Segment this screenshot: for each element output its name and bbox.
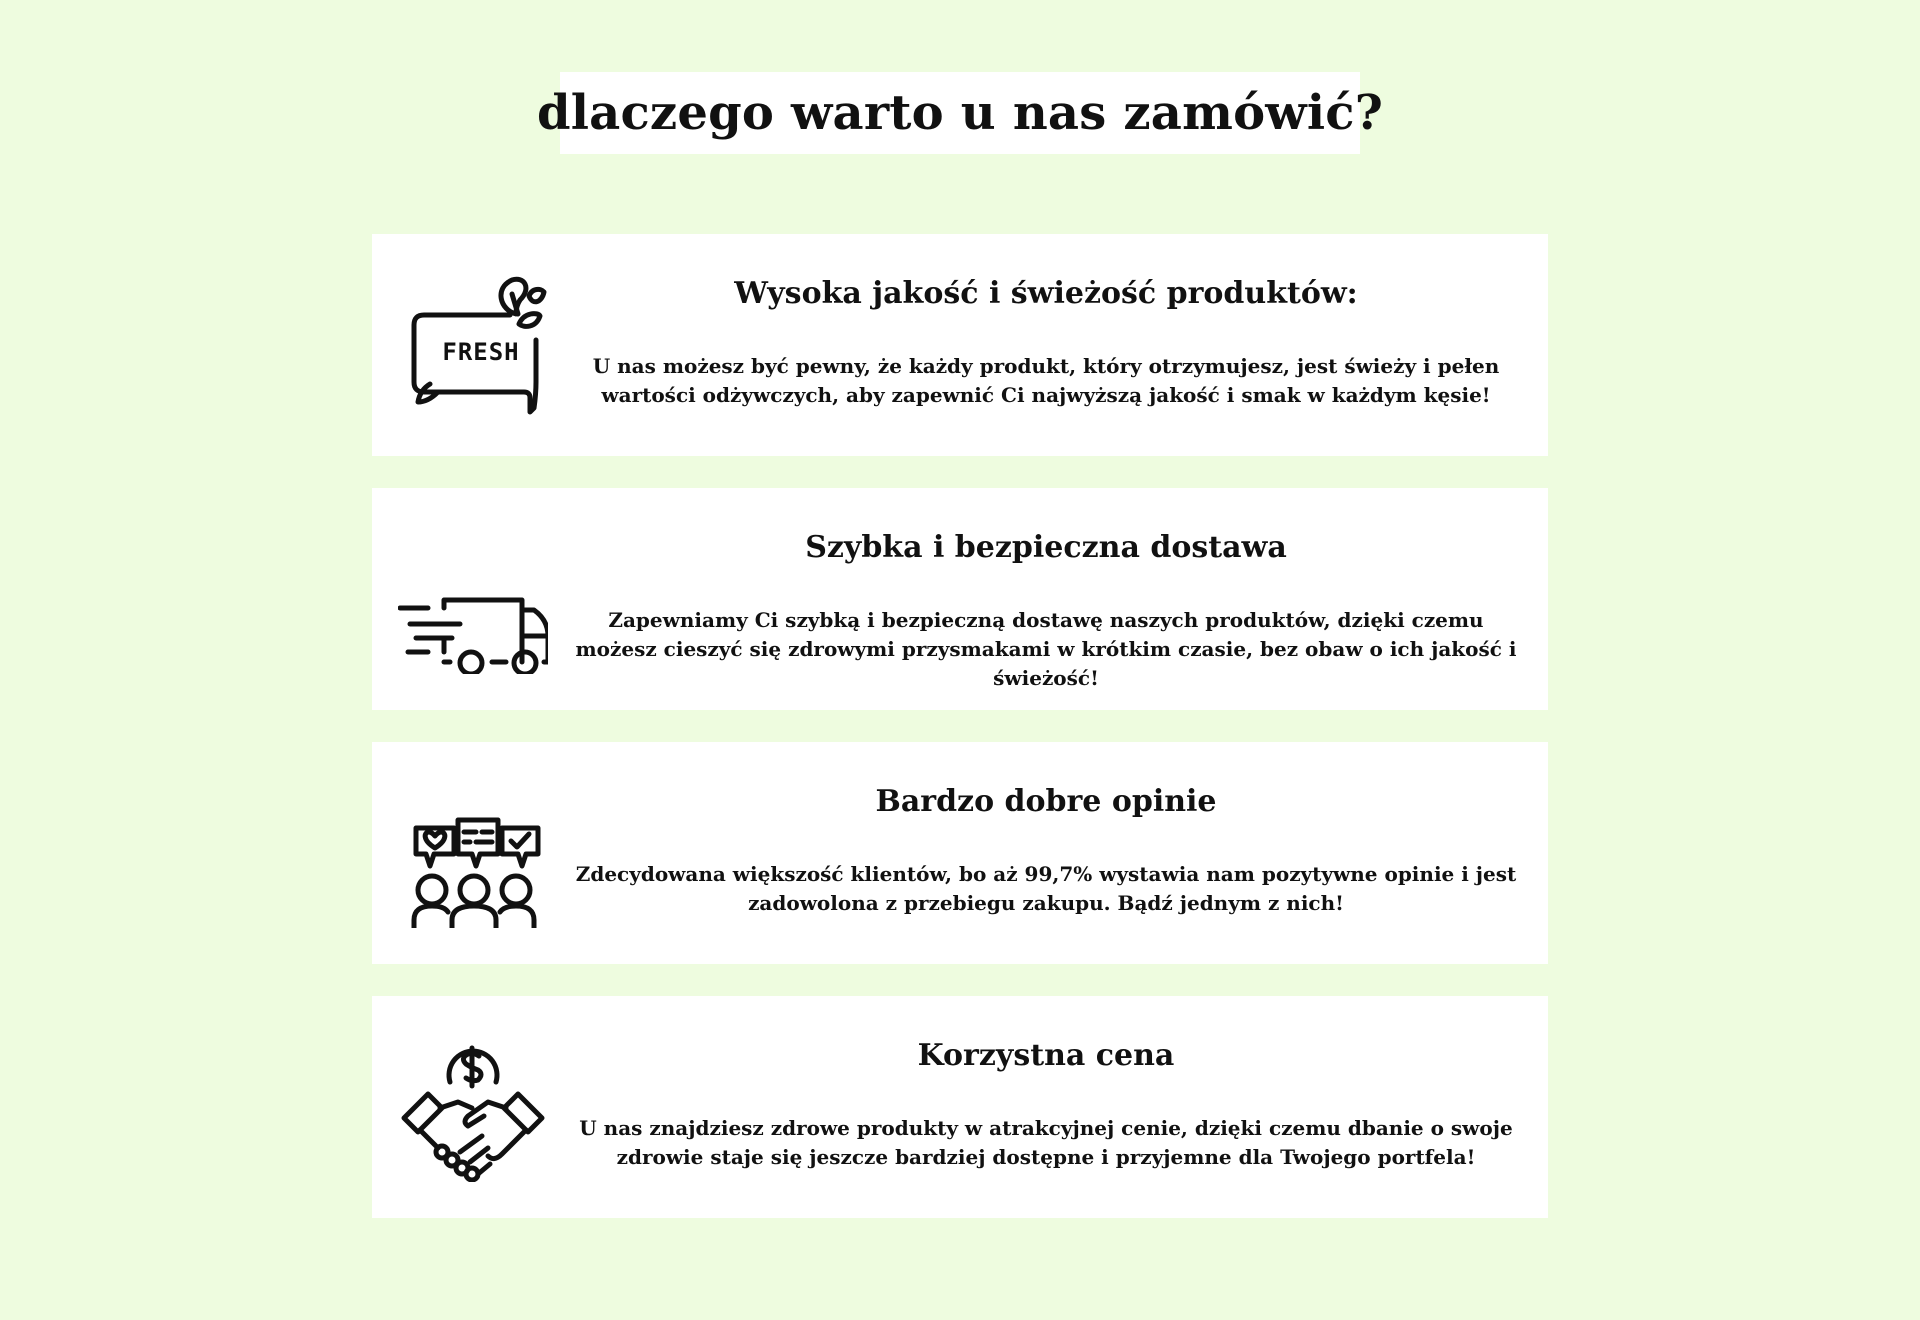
feature-card-reviews bbox=[372, 742, 1548, 964]
fresh-icon bbox=[398, 270, 548, 420]
feature-text: U nas znajdziesz zdrowe produkty w atrakcyjnej cenie, dzięki czemu dbanie o swoje zdrowie staje się jeszcze bardziej dostępne i przyjemne dla Twojego portfela! bbox=[579, 1116, 1513, 1169]
feature-heading: Korzystna cena bbox=[917, 1038, 1175, 1073]
page-title-box bbox=[536, 72, 1384, 154]
feature-card-price bbox=[372, 996, 1548, 1218]
feature-heading: Wysoka jakość i świeżość produktów: bbox=[734, 276, 1358, 311]
feature-text: Zdecydowana większość klientów, bo aż 99,7% wystawia nam pozytywne opinie i jest zadowolona z przebiegu zakupu. Bądź jednym z nich! bbox=[575, 862, 1517, 915]
handshake-dollar-icon bbox=[398, 1032, 548, 1182]
feature-card-delivery bbox=[372, 488, 1548, 710]
feature-content bbox=[568, 488, 1524, 710]
feature-content bbox=[568, 234, 1524, 456]
feature-card-quality bbox=[372, 234, 1548, 456]
feature-heading: Szybka i bezpieczna dostawa bbox=[805, 530, 1287, 565]
delivery-truck-icon bbox=[398, 524, 548, 674]
feature-text: Zapewniamy Ci szybką i bezpieczną dostawę naszych produktów, dzięki czemu możesz cieszyć się zdrowymi przysmakami w krótkim czasie, bez obaw o ich jakość i świeżość! bbox=[575, 608, 1517, 690]
reviews-people-icon bbox=[398, 778, 548, 928]
feature-heading: Bardzo dobre opinie bbox=[875, 784, 1217, 819]
feature-content bbox=[568, 742, 1524, 964]
feature-text: U nas możesz być pewny, że każdy produkt, który otrzymujesz, jest świeży i pełen wartości odżywczych, aby zapewnić Ci najwyższą jakość i smak w każdym kęsie! bbox=[592, 354, 1500, 407]
fresh-label: FRESH bbox=[442, 338, 520, 366]
page-title: dlaczego warto u nas zamówić? bbox=[536, 85, 1384, 141]
feature-content bbox=[568, 996, 1524, 1218]
